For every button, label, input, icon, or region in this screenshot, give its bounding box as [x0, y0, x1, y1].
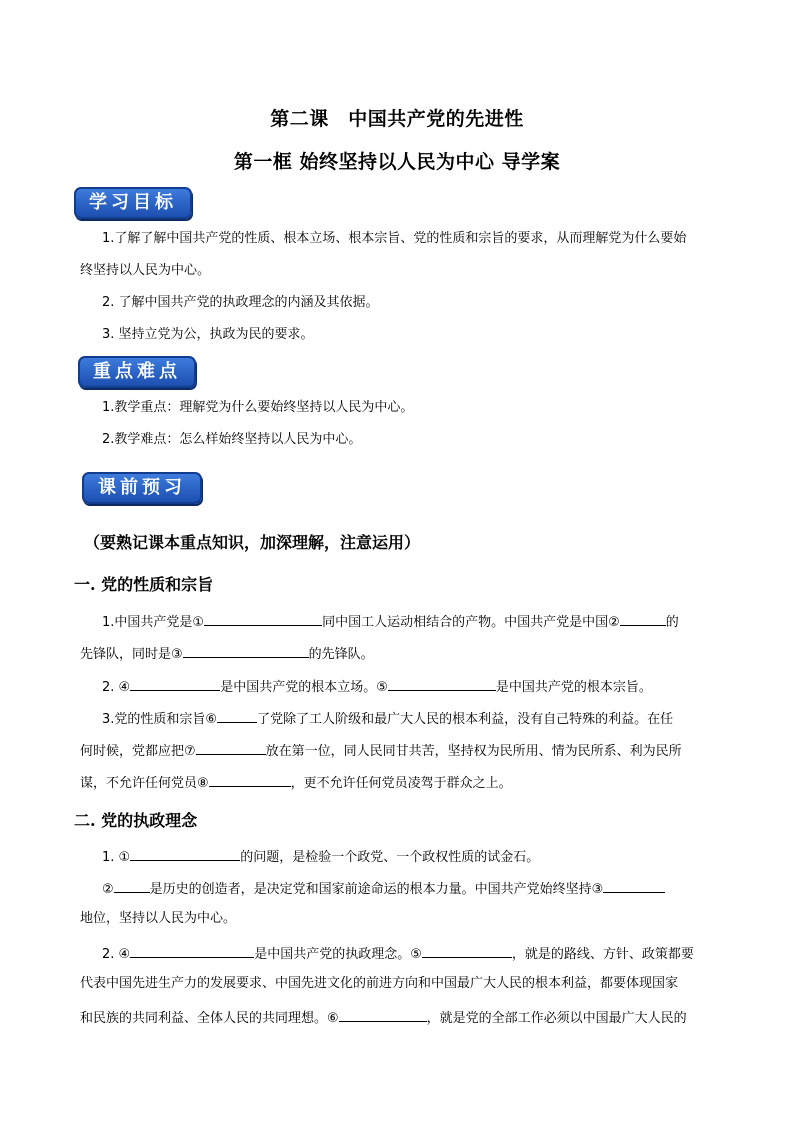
fill-blank-7[interactable]	[196, 739, 266, 755]
text-segment: 1.中国共产党是①	[102, 615, 205, 630]
fill-blank-12[interactable]	[130, 942, 254, 958]
fill-blank-13[interactable]	[422, 942, 512, 958]
objective-line-3: 2. 了解中国共产党的执政理念的内涵及其依据。	[102, 295, 379, 310]
badge-objectives: 学习目标	[74, 187, 192, 219]
text-segment: 是中国共产党的执政理念。⑤	[254, 947, 422, 962]
text-segment: 3.党的性质和宗旨⑥	[102, 712, 218, 727]
text-segment: 同中国工人运动相结合的产物。中国共产党是中国②	[322, 615, 620, 630]
text-segment: 是中国共产党的根本立场。⑤	[220, 680, 388, 695]
lesson-title: 第二课 中国共产党的先进性	[270, 108, 524, 130]
part1-line-6	[80, 771, 724, 794]
part1-line-2	[80, 642, 724, 665]
text-segment: ，就是党的全部工作必须以中国最广大人民的	[426, 1011, 687, 1026]
objective-line-4: 3. 坚持立党为公，执政为民的要求。	[102, 327, 314, 342]
fill-blank-3[interactable]	[183, 642, 309, 658]
text-segment: ，就是的路线、方针、政策都要	[511, 947, 694, 962]
fill-blank-1[interactable]	[204, 610, 322, 626]
text-segment: 的先锋队。	[308, 647, 374, 662]
part1-line-5	[80, 739, 724, 762]
part1-line-1	[102, 610, 746, 633]
text-segment: 的问题，是检验一个政党、一个政权性质的试金石。	[240, 850, 540, 865]
badge-key-points: 重点难点	[78, 356, 196, 388]
part2-heading: 二. 党的执政理念	[74, 811, 198, 830]
objective-line-1: 1.了解了解中国共产党的性质、根本立场、根本宗旨、党的性质和宗旨的要求，从而理解党为什么要始	[102, 231, 687, 246]
key-point-1: 1.教学重点：理解党为什么要始终坚持以人民为中心。	[102, 400, 414, 415]
fill-blank-8[interactable]	[209, 771, 291, 787]
text-segment: ，更不允许任何党员凌驾于群众之上。	[290, 776, 512, 791]
part1-heading: 一. 党的性质和宗旨	[74, 575, 214, 594]
text-segment: 是中国共产党的根本宗旨。	[495, 680, 652, 695]
text-segment: 先锋队，同时是③	[80, 647, 183, 662]
text-segment: 放在第一位，同人民同甘共苦，坚持权为民所用、情为民所系、利为民所	[265, 744, 682, 759]
fill-blank-9[interactable]	[130, 845, 240, 861]
part2-line-4	[102, 942, 746, 965]
part2-line-3: 地位，坚持以人民为中心。	[80, 911, 237, 926]
fill-blank-4[interactable]	[130, 675, 220, 691]
badge-preview: 课前预习	[82, 472, 202, 504]
text-segment: 何时候，党都应把⑦	[80, 744, 196, 759]
preview-note: （要熟记课本重点知识，加深理解，注意运用）	[84, 533, 421, 552]
fill-blank-10[interactable]	[114, 877, 150, 893]
text-segment: 2. ④	[102, 680, 131, 695]
fill-blank-11[interactable]	[603, 877, 665, 893]
part2-line-5: 代表中国先进生产力的发展要求、中国先进文化的前进方向和中国最广大人民的根本利益，都要体现国家	[80, 976, 679, 991]
fill-blank-5[interactable]	[388, 675, 496, 691]
part1-line-4	[102, 707, 746, 730]
text-segment: 的	[665, 615, 679, 630]
fill-blank-6[interactable]	[217, 707, 257, 723]
objective-line-2: 终坚持以人民为中心。	[80, 263, 211, 278]
text-segment: 和民族的共同利益、全体人民的共同理想。⑥	[80, 1011, 339, 1026]
lesson-subtitle: 第一框 始终坚持以人民为中心 导学案	[233, 151, 561, 173]
fill-blank-14[interactable]	[339, 1006, 427, 1022]
text-segment: 了党除了工人阶级和最广大人民的根本利益，没有自己特殊的利益。在任	[257, 712, 674, 727]
text-segment: ②	[102, 882, 114, 897]
fill-blank-2[interactable]	[620, 610, 666, 626]
part2-line-2	[102, 877, 746, 900]
text-segment: 1. ①	[102, 850, 131, 865]
text-segment: 2. ④	[102, 947, 131, 962]
part1-line-3	[102, 675, 746, 698]
part2-line-6	[80, 1006, 724, 1029]
text-segment: 谋，不允许任何党员⑧	[80, 776, 209, 791]
part2-line-1	[102, 845, 746, 868]
text-segment: 是历史的创造者，是决定党和国家前途命运的根本力量。中国共产党始终坚持③	[149, 882, 604, 897]
key-point-2: 2.教学难点：怎么样始终坚持以人民为中心。	[102, 432, 362, 447]
